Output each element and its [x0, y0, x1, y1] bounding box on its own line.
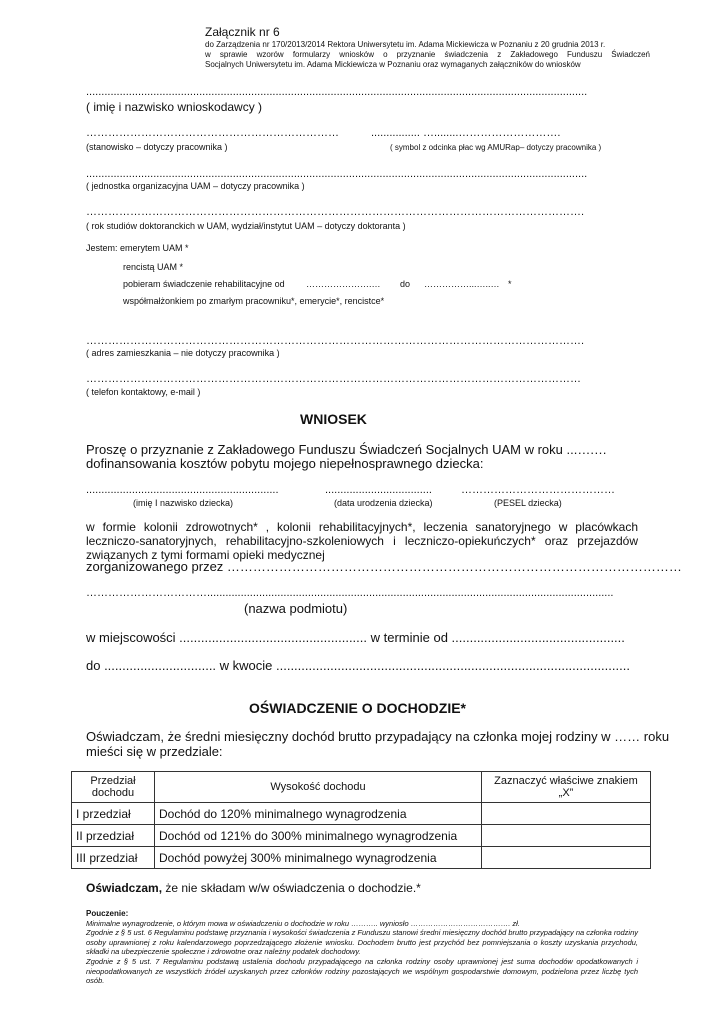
- phd-label: ( rok studiów doktoranckich w UAM, wydział/instytut UAM – dotyczy doktoranta ): [86, 221, 406, 231]
- applicant-name-dots[interactable]: ....................................................................................................................................................................: [86, 86, 588, 98]
- non-submission-declaration: [86, 881, 421, 895]
- row-amount: Dochód do 120% minimalnego wynagrodzenia: [155, 803, 482, 825]
- phone-label: ( telefon kontaktowy, e-mail ): [86, 387, 201, 397]
- attachment-title: Załącznik nr 6: [205, 25, 280, 39]
- row-mark-cell[interactable]: [482, 803, 651, 825]
- notice-paragraph-6: Zgodnie z § 5 ust. 6 Regulaminu podstawę przyznania i wysokości świadczenia z Funduszu stanowi średni miesięczny dochód brutto przypadający na członka rodziny osoby uprawnionej z roku kalendarzowego poprzedzającego złożenie wniosku. Dochodem brutto jest przychód bez pomniejszania o koszty uzyskania przychodu, składki na ubezpieczenie społeczne i zdrowotne oraz należny podatek dochodowy.: [86, 928, 638, 956]
- row-range: I przedział: [72, 803, 155, 825]
- position-label: (stanowisko – dotyczy pracownika ): [86, 142, 228, 152]
- entity-dots[interactable]: …………………………….....................................................................................................................................: [86, 587, 614, 599]
- amount-line[interactable]: do ............................... w kwocie ..................................................................................................: [86, 658, 630, 673]
- notice-minimum-wage: Minimalne wynagrodzenie, o którym mowa w oświadczeniu o dochodzie w roku ……….. wyniosło …………………………………. zł.: [86, 919, 520, 928]
- child-name-dots[interactable]: ...............................................................: [86, 484, 279, 496]
- phd-dots[interactable]: ……………………………………………………………………………………………………………………….: [86, 206, 585, 218]
- place-date-line[interactable]: w miejscowości .................................................... w terminie od ................................................: [86, 630, 625, 645]
- header-mark: Zaznaczyć właściwe znakiem „X”: [482, 772, 651, 803]
- table-row: [72, 803, 651, 825]
- income-table: [71, 771, 651, 869]
- address-dots[interactable]: ……………………………………………………………………………………………………………………….: [86, 335, 585, 347]
- request-title: WNIOSEK: [300, 411, 367, 427]
- status-pensioner: rencistą UAM *: [123, 262, 184, 272]
- row-mark-cell[interactable]: [482, 825, 651, 847]
- payroll-symbol-label: ( symbol z odcinka płac wg AMURap– dotyczy pracownika ): [390, 143, 602, 152]
- unit-label: ( jednostka organizacyjna UAM – dotyczy pracownika ): [86, 181, 305, 191]
- status-rehab-to-dots[interactable]: ……………...…..…: [424, 279, 500, 289]
- header-line-3: Socjalnych Uniwersytetu im. Adama Mickiewicza w Poznaniu oraz wymaganych załączników do wniosków: [205, 60, 581, 69]
- phone-dots[interactable]: ………………………………………………………………………………………………………………………: [86, 373, 581, 385]
- status-rehab-asterisk: *: [508, 279, 512, 289]
- income-paragraph-1: Oświadczam, że średni miesięczny dochód brutto przypadający na członka mojej rodziny w …… roku: [86, 729, 670, 744]
- table-row: [72, 825, 651, 847]
- child-birthdate-label: (data urodzenia dziecka): [334, 498, 433, 508]
- row-amount: Dochód od 121% do 300% minimalnego wynagrodzenia: [155, 825, 482, 847]
- applicant-name-label: ( imię i nazwisko wnioskodawcy ): [86, 100, 263, 114]
- position-dots[interactable]: ……………………………………………………………: [86, 127, 339, 139]
- income-declaration-title: OŚWIADCZENIE O DOCHODZIE*: [249, 700, 467, 716]
- care-forms-text: w formie kolonii zdrowotnych* , kolonii rehabilitacyjnych*, leczenia sanatoryjnego w placówkach leczniczo-sanatoryjnych, rehabilitacyjno-szkoleniowych i leczniczo-opiekuńczych* oraz przejazdów związanych z tymi formami opieki medycznej: [86, 520, 638, 562]
- declaration-bold: Oświadczam,: [86, 881, 163, 895]
- request-paragraph-2: dofinansowania kosztów pobytu mojego niepełnosprawnego dziecka:: [86, 456, 484, 471]
- row-range: III przedział: [72, 847, 155, 869]
- row-range: II przedział: [72, 825, 155, 847]
- header-line-1: do Zarządzenia nr 170/2013/2014 Rektora Uniwersytetu im. Adama Mickiewicza w Poznaniu z 20 grudnia 2013 r.: [205, 40, 606, 49]
- entity-label: (nazwa podmiotu): [244, 601, 348, 616]
- organized-by-line[interactable]: zorganizowanego przez ……………………………………………………………………………………………: [86, 559, 682, 574]
- table-row: [72, 847, 651, 869]
- request-paragraph-1: Proszę o przyznanie z Zakładowego Funduszu Świadczeń Socjalnych UAM w roku ...….…: [86, 442, 607, 457]
- table-header-row: [72, 772, 651, 803]
- notice-paragraph-7: Zgodnie z § 5 ust. 7 Regulaminu podstawą ustalenia dochodu przypadającego na członka rodziny osoby uprawnionej jest suma dochodów opodatkowanych i nieopodatkowanych ze wszystkich źródeł uzyskanych przez członków rodziny pozostających we wspólnym gospodarstwie domowym, podzielona przez liczbę tych osób.: [86, 957, 638, 985]
- child-pesel-dots[interactable]: ……………………………………: [461, 484, 615, 496]
- header-amount: Wysokość dochodu: [155, 772, 482, 803]
- status-rehab-to-label: do: [400, 279, 411, 289]
- header-range: Przedział dochodu: [72, 772, 155, 803]
- income-paragraph-2: mieści się w przedziale:: [86, 744, 223, 759]
- child-name-label: (imię I nazwisko dziecka): [133, 498, 234, 508]
- header-line-2: w sprawie wzorów formularzy wniosków o przyznanie świadczenia z Zakładowego Funduszu Świadczeń: [205, 50, 650, 59]
- unit-dots[interactable]: ....................................................................................................................................................................: [86, 168, 588, 180]
- address-label: ( adres zamieszkania – nie dotyczy pracownika ): [86, 348, 280, 358]
- child-pesel-label: (PESEL dziecka): [494, 498, 562, 508]
- status-retiree: Jestem: emerytem UAM *: [86, 243, 189, 253]
- status-spouse: współmałżonkiem po zmarłym pracowniku*, emerycie*, rencistce*: [123, 296, 385, 306]
- child-birthdate-dots[interactable]: ...................................: [325, 484, 432, 496]
- row-amount: Dochód powyżej 300% minimalnego wynagrodzenia: [155, 847, 482, 869]
- status-rehab-label: pobieram świadczenie rehabilitacyjne od: [123, 279, 285, 289]
- row-mark-cell[interactable]: [482, 847, 651, 869]
- declaration-rest: że nie składam w/w oświadczenia o dochodzie.*: [162, 881, 421, 895]
- notice-title: Pouczenie:: [86, 909, 129, 918]
- status-rehab-from-dots[interactable]: ………………….…: [306, 279, 381, 289]
- payroll-symbol-dots[interactable]: ................ …........……………………….: [371, 127, 561, 139]
